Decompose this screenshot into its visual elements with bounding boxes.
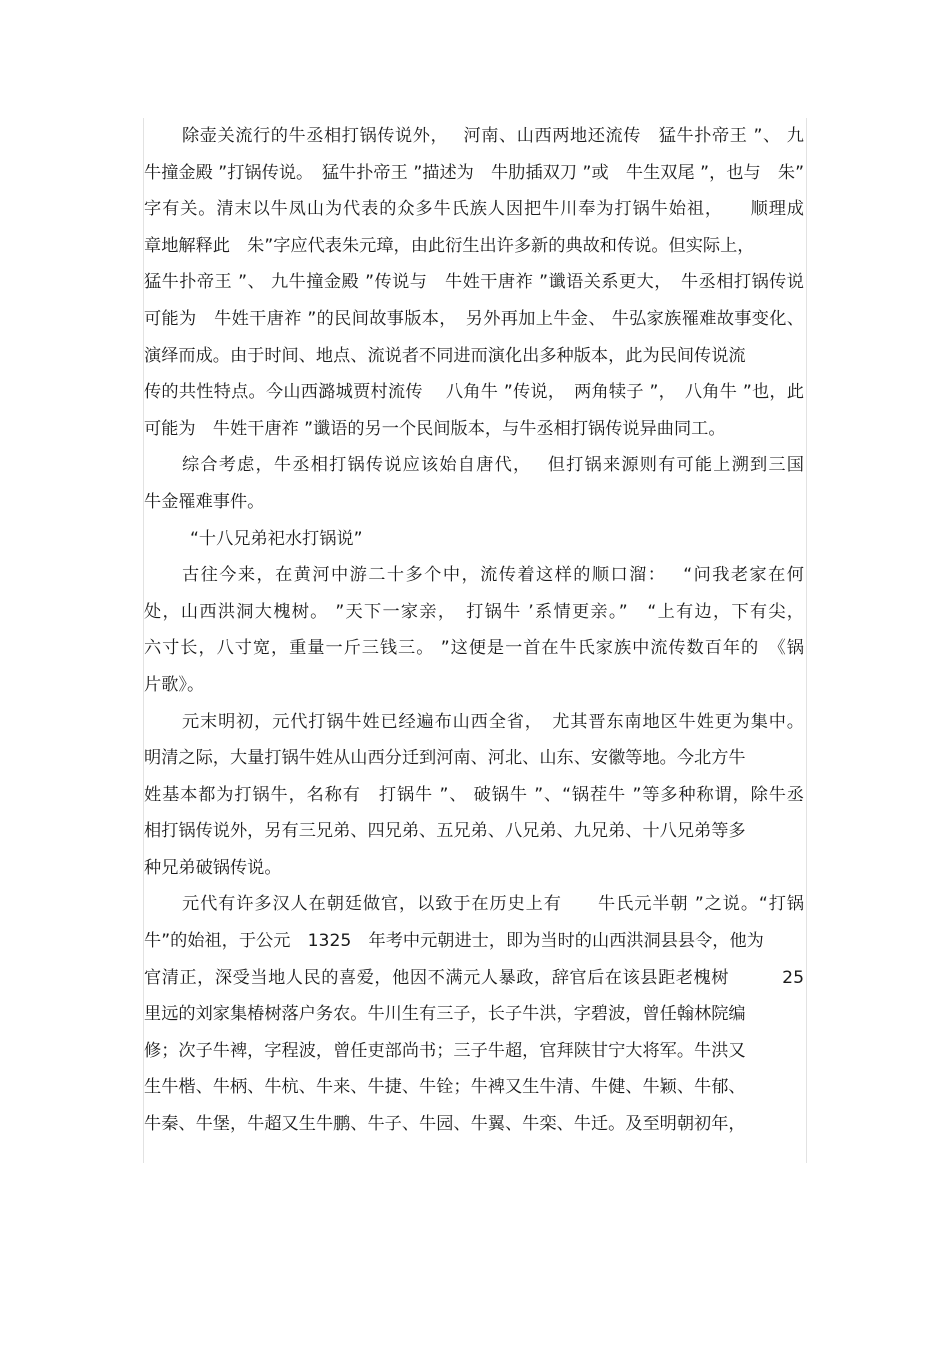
text-line: 修；次子牛裨，字程波，曾任吏部尚书；三子牛超，官拜陕甘宁大将军。牛洪又 — [144, 1040, 746, 1061]
section-heading: “十八兄弟祀水打锅说” — [190, 528, 363, 549]
text-line: 姓基本都为打锅牛，名称有 打锅牛 ”、 破锅牛 ”、“锅茬牛 ”等多种称谓，除牛丞 — [144, 784, 804, 805]
text-line: 元代有许多汉人在朝廷做官，以致于在历史上有 牛氏元半朝 ”之说。“打锅 — [182, 894, 804, 915]
text-line: 猛牛扑帝王 ”、 九牛撞金殿 ”传说与 牛姓干唐祚 ”谶语关系更大， 牛丞相打锅传说 — [144, 272, 804, 293]
text-line: 相打锅传说外，另有三兄弟、四兄弟、五兄弟、八兄弟、九兄弟、十八兄弟等多 — [144, 821, 746, 842]
text-line: 生牛楷、牛柄、牛杭、牛来、牛捷、牛铨；牛裨又生牛清、牛健、牛颖、牛郁、 — [144, 1077, 746, 1098]
text-line: 种兄弟破锅传说。 — [144, 857, 282, 878]
body-text — [144, 118, 804, 1143]
text-line: 牛金罹难事件。 — [144, 491, 265, 512]
text-line: 官清正，深受当地人民的喜爱，他因不满元人暴政，辞官后在该县距老槐树 25 — [144, 967, 804, 988]
text-line: 演绎而成。由于时间、地点、流说者不同进而演化出多种版本，此为民间传说流 — [144, 345, 746, 366]
text-line: 六寸长，八寸宽，重量一斤三钱三。 ”这便是一首在牛氏家族中流传数百年的 《锅 — [144, 638, 804, 659]
text-line: 元末明初，元代打锅牛姓已经遍布山西全省， 尤其晋东南地区牛姓更为集中。 — [182, 711, 804, 732]
text-line: 古往今来，在黄河中游二十多个中，流传着这样的顺口溜： “问我老家在何 — [182, 565, 804, 586]
text-line: 明清之际，大量打锅牛姓从山西分迁到河南、河北、山东、安徽等地。今北方牛 — [144, 748, 746, 769]
text-line: 牛”的始祖，于公元 1325 年考中元朝进士，即为当时的山西洪洞县县令，他为 — [144, 931, 764, 952]
text-line: 牛秦、牛堡，牛超又生牛鹏、牛子、牛园、牛翼、牛栾、牛迁。及至明朝初年， — [144, 1114, 746, 1135]
text-line: 章地解释此 朱”字应代表朱元璋，由此衍生出许多新的典故和传说。但实际上， — [144, 235, 755, 256]
text-line: 片歌》。 — [144, 674, 205, 695]
text-line: 除壶关流行的牛丞相打锅传说外， 河南、山西两地还流传 猛牛扑帝王 ”、 九 — [182, 126, 804, 146]
text-line: 里远的刘家集椿树落户务农。牛川生有三子，长子牛洪，字碧波，曾任翰林院编 — [144, 1004, 746, 1025]
text-line: 综合考虑，牛丞相打锅传说应该始自唐代， 但打锅来源则有可能上溯到三国 — [182, 455, 804, 476]
text-frame-right-border — [806, 118, 807, 1163]
text-line: 可能为 牛姓干唐祚 ”谶语的另一个民间版本，与牛丞相打锅传说异曲同工。 — [144, 418, 726, 439]
text-line: 牛撞金殿 ”打锅传说。 猛牛扑帝王 ”描述为 牛肋插双刀 ”或 牛生双尾 ”，也与 朱” — [144, 162, 804, 183]
text-line: 传的共性特点。今山西潞城贾村流传 八角牛 ”传说， 两角犊子 ”， 八角牛 ”也，此 — [144, 382, 804, 403]
text-line: 字有关。清末以牛凤山为代表的众多牛氏族人因把牛川奉为打锅牛始祖， 顺理成 — [144, 199, 804, 220]
text-line: 处，山西洪洞大槐树。 ”天下一家亲， 打锅牛 ’系情更亲。” “上有边，下有尖， — [144, 601, 804, 622]
text-line: 可能为 牛姓干唐祚 ”的民间故事版本， 另外再加上牛金、 牛弘家族罹难故事变化、 — [144, 308, 804, 329]
